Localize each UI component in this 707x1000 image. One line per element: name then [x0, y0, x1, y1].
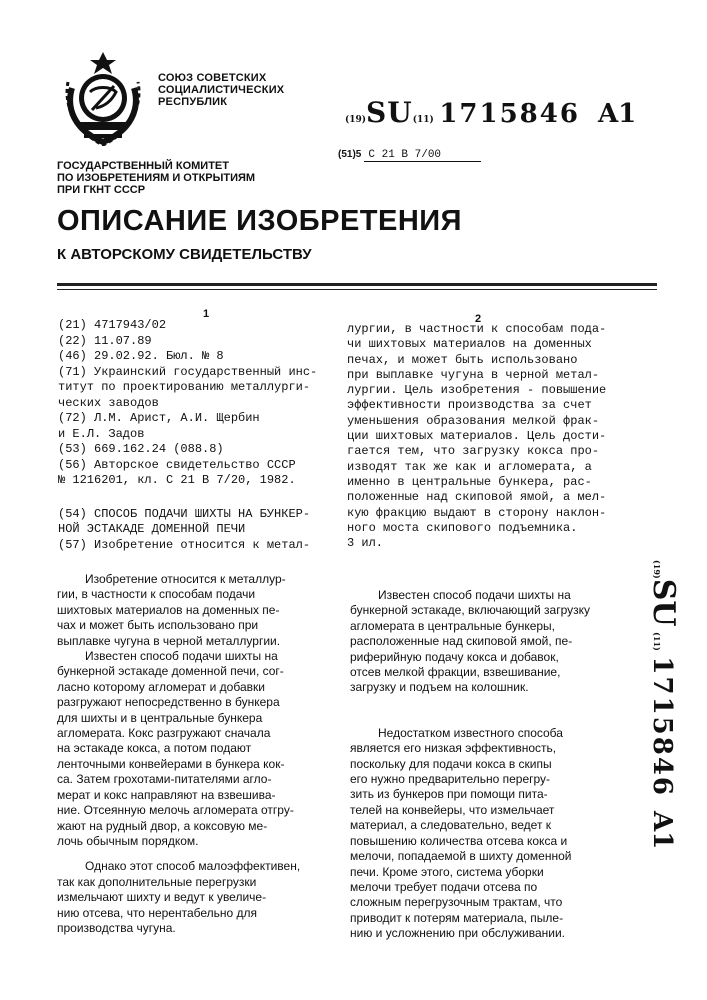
- body-line: телей на конвейеры, что измельчает: [350, 803, 590, 818]
- ipc-value: C 21 B 7/00: [364, 149, 481, 162]
- kind-code: A1: [598, 99, 636, 129]
- body-line: Недостатком известного способа: [350, 726, 590, 741]
- body-line: так как дополнительные перегрузки: [57, 875, 300, 890]
- side-patent-number-value: 1715846: [647, 656, 677, 797]
- committee-line: ГОСУДАРСТВЕННЫЙ КОМИТЕТ: [57, 160, 255, 172]
- org-line: РЕСПУБЛИК: [158, 96, 284, 108]
- abstract-line: лургии. Цель изобретения - повышение: [347, 383, 606, 398]
- bib-line: и Е.Л. Задов: [58, 427, 317, 443]
- state-emblem-icon: [58, 48, 148, 146]
- body-line: загрузку и подъем на колошник.: [350, 680, 590, 695]
- body-line: риферийную подачу кокса и добавок,: [350, 650, 590, 665]
- body-line: нию и усложнению при обслуживании.: [350, 926, 590, 941]
- body-line: чах и может быть использовано при: [57, 618, 300, 633]
- body-line: гии, в частности к способам подачи: [57, 587, 300, 602]
- abstract-line: 3 ил.: [347, 536, 606, 551]
- bib-line: (71) Украинский государственный инс-: [58, 365, 317, 381]
- body-line: выплавке чугуна в черной металлургии.: [57, 634, 300, 649]
- ipc-tag: (51)5: [338, 149, 361, 160]
- abstract-line: изводят так же как и агломерата, а: [347, 460, 606, 475]
- side-number-tag: (11): [652, 632, 662, 651]
- bib-line: (22) 11.07.89: [58, 334, 317, 350]
- body-line: разгружают непосредственно в бункера: [57, 695, 300, 710]
- body-line: повышению количества отсева кокса и: [350, 834, 590, 849]
- bib-line: титут по проектированию металлурги-: [58, 380, 317, 396]
- ipc-classification: [338, 148, 481, 162]
- body-line: материал, а следовательно, ведет к: [350, 818, 590, 833]
- committee-line: ПО ИЗОБРЕТЕНИЯМ И ОТКРЫТИЯМ: [57, 172, 255, 184]
- side-kind-code: A1: [647, 811, 677, 849]
- abstract-line: уменьшения образования мелкой фрак-: [347, 414, 606, 429]
- divider-thin: [57, 289, 657, 290]
- patent-number: 1715846: [439, 99, 580, 129]
- body-line: расположенные над скиповой ямой, пе-: [350, 634, 590, 649]
- abstract: [347, 322, 606, 551]
- body-line: Известен способ подачи шихты на: [57, 649, 300, 664]
- body-line: шихтовых материалов на доменных пе-: [57, 603, 300, 618]
- bib-line: (21) 4717943/02: [58, 318, 317, 334]
- bib-line: ческих заводов: [58, 396, 317, 412]
- abstract-line: именно в центральные бункера, рас-: [347, 475, 606, 490]
- side-country-code: SU: [646, 579, 681, 627]
- body-line: агломерата. Кокс разгружают сначала: [57, 726, 300, 741]
- column-number-right: 2: [475, 313, 481, 325]
- bib-line: (57) Изобретение относится к метал-: [58, 538, 317, 554]
- committee-name: [57, 160, 255, 196]
- org-line: СОЦИАЛИСТИЧЕСКИХ: [158, 84, 284, 96]
- body-line: жают на рудный двор, а коксовую ме-: [57, 819, 300, 834]
- side-patent-number: [645, 560, 685, 940]
- country-name: [158, 72, 284, 108]
- body-line: на эстакаде кокса, а потом подают: [57, 741, 300, 756]
- abstract-line: ции шихтовых материалов. Цель дости-: [347, 429, 606, 444]
- description-right-column: [350, 588, 590, 942]
- divider-thick: [57, 283, 657, 286]
- abstract-line: положенные над скиповой ямой, а мел-: [347, 490, 606, 505]
- body-line: мелочи требует подачи отсева по: [350, 880, 590, 895]
- bib-line: (53) 669.162.24 (088.8): [58, 442, 317, 458]
- body-line: печи. Кроме этого, система уборки: [350, 865, 590, 880]
- body-line: мерат и кокс направляют на взвешива-: [57, 788, 300, 803]
- body-line: зить из бункеров при помощи пита-: [350, 787, 590, 802]
- abstract-line: ного моста скипового подъемника.: [347, 521, 606, 536]
- document-title: ОПИСАНИЕ ИЗОБРЕТЕНИЯ: [57, 205, 462, 238]
- number-tag: (11): [413, 115, 434, 125]
- document-subtitle: К АВТОРСКОМУ СВИДЕТЕЛЬСТВУ: [57, 246, 312, 263]
- country-code-tag: (19): [345, 115, 366, 125]
- body-line: бункерной эстакаде доменной печи, сог-: [57, 664, 300, 679]
- body-line: ленточными конвейерами в бункера кок-: [57, 757, 300, 772]
- body-line: является его низкая эффективность,: [350, 741, 590, 756]
- body-line: поскольку для подачи кокса в скипы: [350, 757, 590, 772]
- abstract-line: чи шихтовых материалов на доменных: [347, 337, 606, 352]
- bib-line: НОЙ ЭСТАКАДЕ ДОМЕННОЙ ПЕЧИ: [58, 522, 317, 538]
- bib-line: (72) Л.М. Арист, А.И. Щербин: [58, 411, 317, 427]
- body-line: для шихты и в центральные бункера: [57, 711, 300, 726]
- abstract-line: эффективности производства за счет: [347, 398, 606, 413]
- patent-number-block: [345, 96, 636, 129]
- column-number-left: 1: [203, 308, 209, 320]
- body-line: приводит к потерям материала, пыле-: [350, 911, 590, 926]
- body-line: ласно которому агломерат и добавки: [57, 680, 300, 695]
- abstract-line: гается тем, что загрузку кокса про-: [347, 444, 606, 459]
- body-line: Однако этот способ малоэффективен,: [57, 859, 300, 874]
- body-line: производства чугуна.: [57, 921, 300, 936]
- bib-line: № 1216201, кл. C 21 B 7/20, 1982.: [58, 473, 317, 489]
- body-line: измельчают шихту и ведут к увеличе-: [57, 890, 300, 905]
- abstract-line: кую фракцию выдают в сторону наклон-: [347, 506, 606, 521]
- committee-line: ПРИ ГКНТ СССР: [57, 184, 255, 196]
- bib-line: (56) Авторское свидетельство СССР: [58, 458, 317, 474]
- abstract-line: печах, и может быть использовано: [347, 353, 606, 368]
- abstract-line: при выплавке чугуна в черной метал-: [347, 368, 606, 383]
- body-line: отсев мелкой фракции, взвешивание,: [350, 665, 590, 680]
- body-line: Изобретение относится к металлур-: [57, 572, 300, 587]
- body-line: мелочи, попадаемой в шихту доменной: [350, 849, 590, 864]
- bib-line: (54) СПОСОБ ПОДАЧИ ШИХТЫ НА БУНКЕР-: [58, 507, 317, 523]
- org-line: СОЮЗ СОВЕТСКИХ: [158, 72, 284, 84]
- body-line: сложным перегрузочным трактам, что: [350, 895, 590, 910]
- body-line: бункерной эстакаде, включающий загрузку: [350, 603, 590, 618]
- description-left-column: [57, 572, 300, 936]
- bibliography: [58, 318, 317, 553]
- body-line: агломерата в центральные бункеры,: [350, 619, 590, 634]
- body-line: ние. Отсеянную мелочь агломерата отгру-: [57, 803, 300, 818]
- body-line: лочь обычным порядком.: [57, 834, 300, 849]
- abstract-line: лургии, в частности к способам пода-: [347, 322, 606, 337]
- country-code: SU: [366, 96, 413, 129]
- side-country-code-tag: (19): [652, 560, 662, 579]
- body-line: нию отсева, что нерентабельно для: [57, 906, 300, 921]
- body-line: са. Затем грохотами-питателями агло-: [57, 772, 300, 787]
- bib-line: (46) 29.02.92. Бюл. № 8: [58, 349, 317, 365]
- body-line: Известен способ подачи шихты на: [350, 588, 590, 603]
- body-line: его нужно предварительно перегру-: [350, 772, 590, 787]
